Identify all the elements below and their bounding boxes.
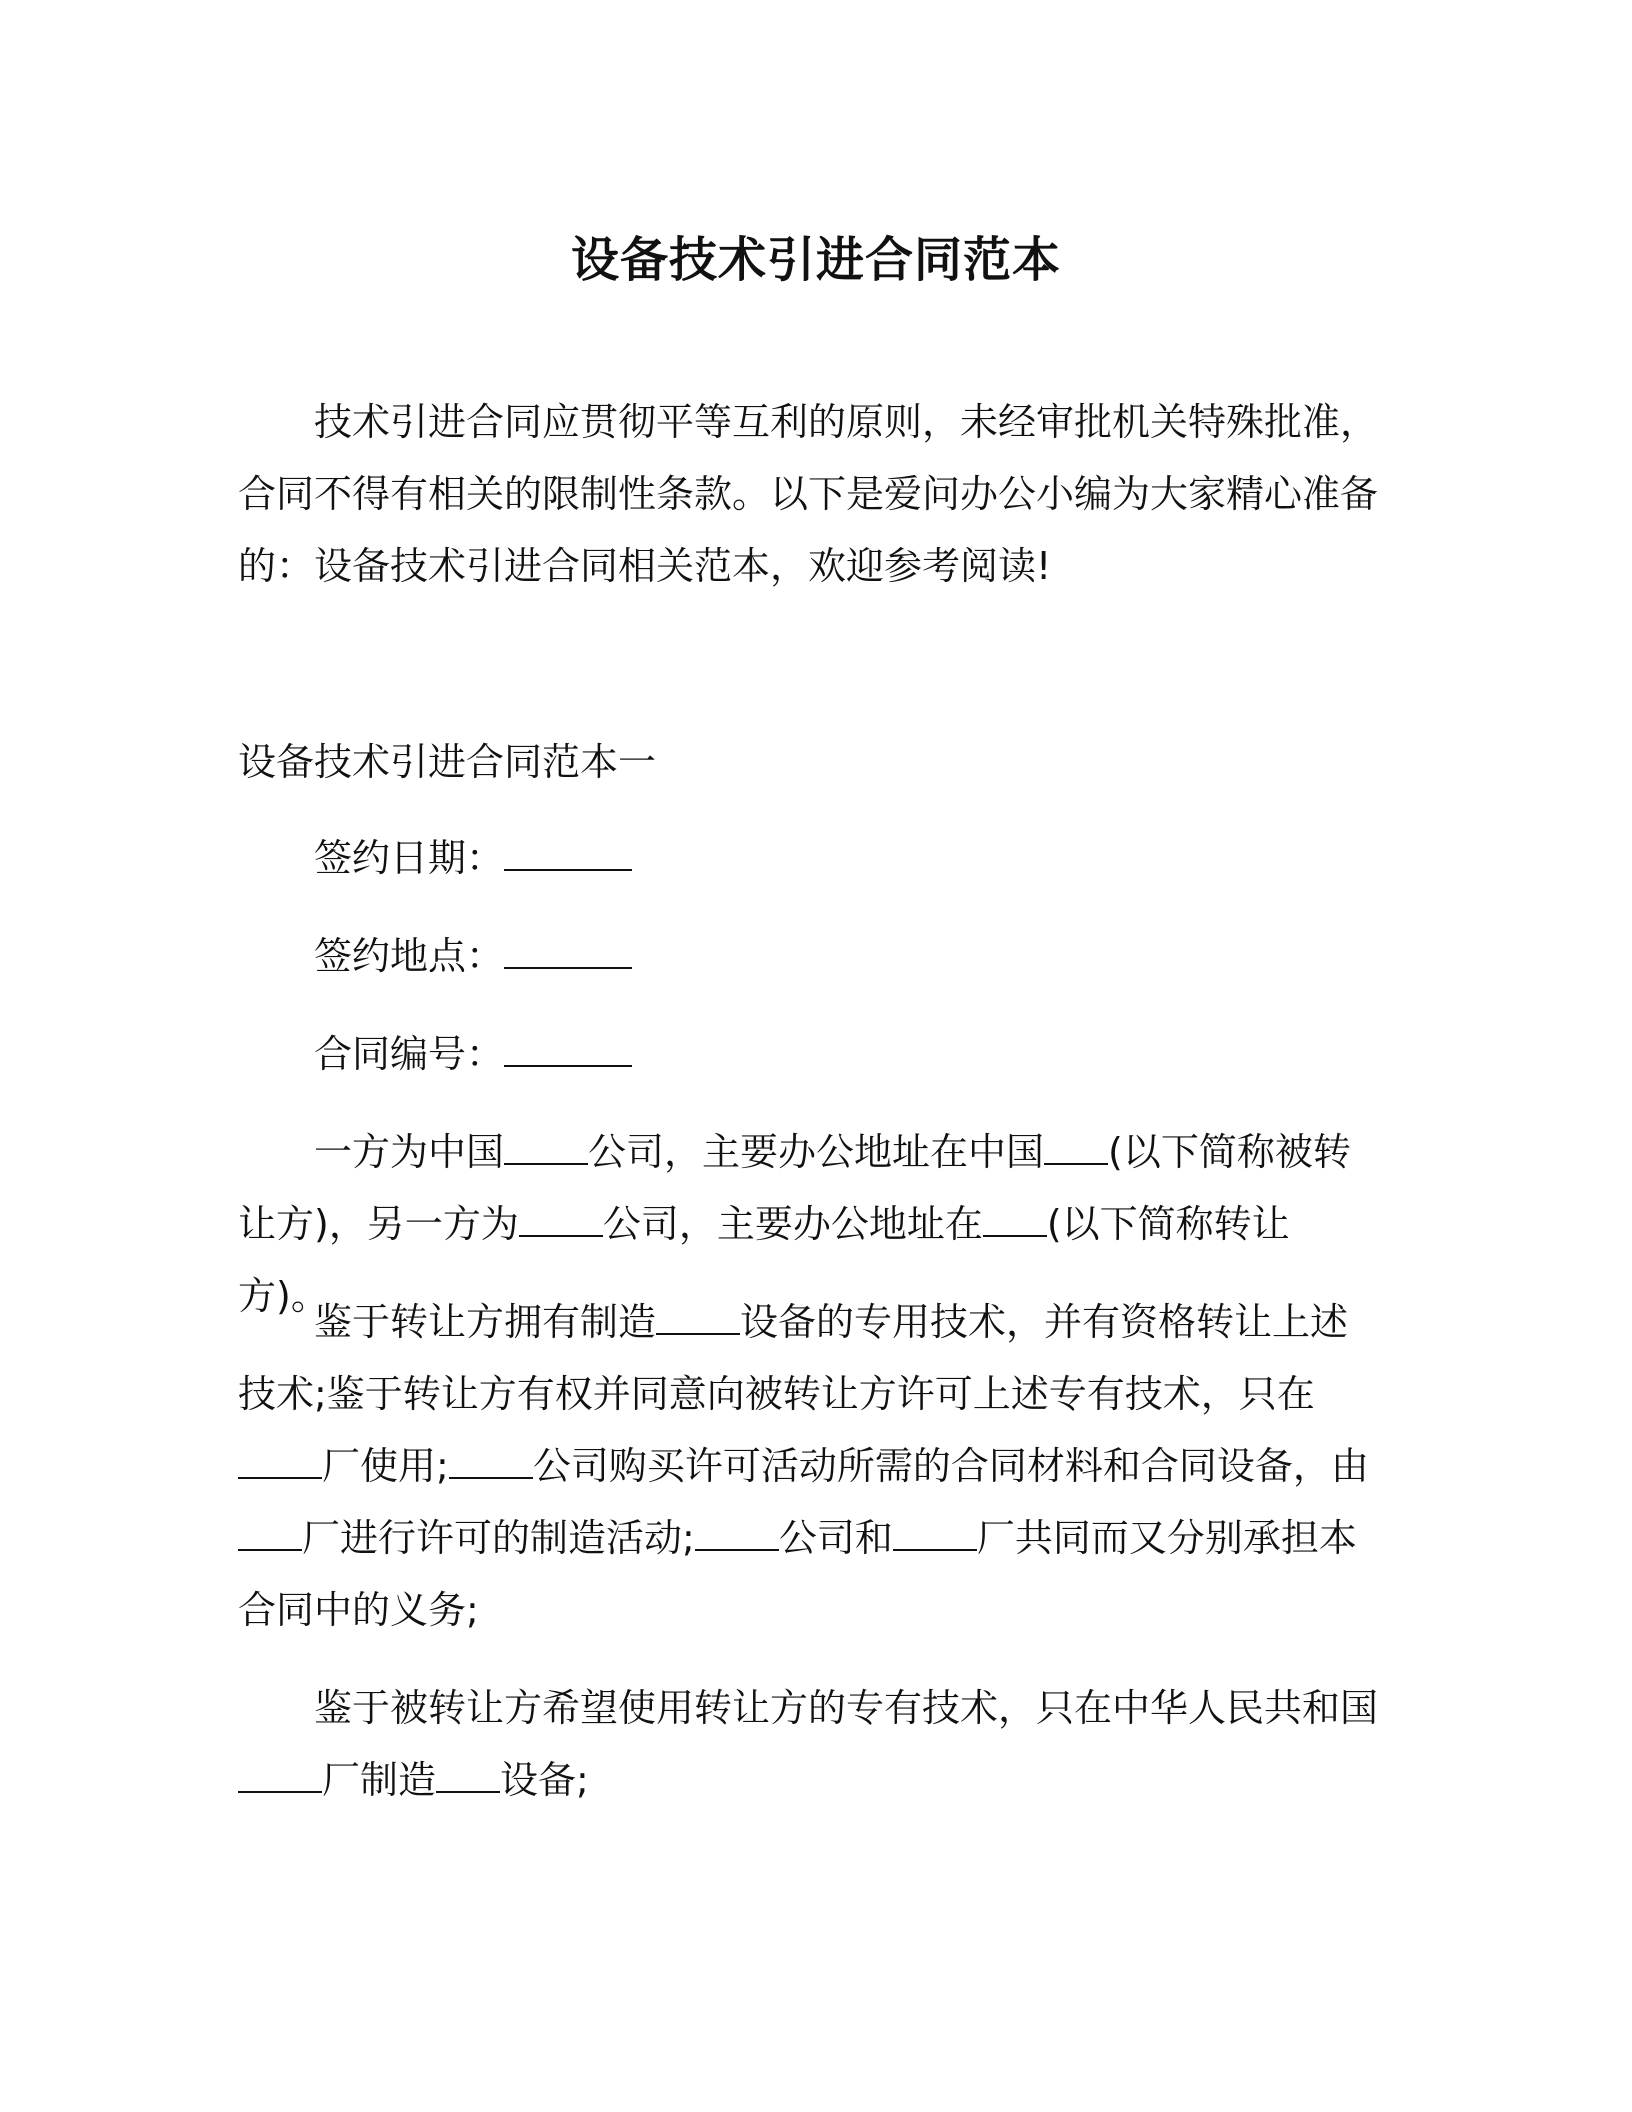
parties-text: 一方为中国 xyxy=(314,1130,505,1174)
whereas-paragraph-2 xyxy=(238,1672,1378,1816)
section-heading: 设备技术引进合同范本一 xyxy=(238,740,657,784)
blank-line xyxy=(504,1129,588,1165)
blank-line xyxy=(893,1515,977,1551)
blank-line xyxy=(436,1757,500,1793)
blank-line xyxy=(983,1201,1047,1237)
signing-date-field xyxy=(314,822,1214,894)
whereas-text: 设备; xyxy=(500,1758,589,1802)
blank-line xyxy=(1044,1129,1108,1165)
whereas-text: 鉴于转让方拥有制造 xyxy=(314,1300,657,1344)
whereas-paragraph-1 xyxy=(238,1286,1378,1646)
whereas-text: 厂使用; xyxy=(322,1444,449,1488)
whereas-text: 公司购买许可活动所需的合同材料和合同设备，由 xyxy=(532,1444,1369,1488)
intro-paragraph: 技术引进合同应贯彻平等互利的原则，未经审批机关特殊批准，合同不得有相关的限制性条款。以下是爱问办公小编为大家精心准备的：设备技术引进合同相关范本，欢迎参考阅读! xyxy=(238,400,1379,588)
blank-line xyxy=(695,1515,779,1551)
whereas-text: 鉴于被转让方希望使用转让方的专有技术，只在中华人民共和国 xyxy=(314,1686,1379,1730)
document-title: 设备技术引进合同范本 xyxy=(570,232,1061,288)
blank-line xyxy=(238,1515,302,1551)
signing-place-field xyxy=(314,920,1214,992)
blank-line xyxy=(238,1757,322,1793)
parties-text: 公司，主要办公地址在中国 xyxy=(588,1130,1045,1174)
whereas-text: 厂共同而又分别承担本合同中的义务; xyxy=(238,1516,1357,1632)
parties-text: 公司，主要办公地址在 xyxy=(602,1202,983,1246)
blank-line xyxy=(656,1299,740,1335)
signing-place-blank xyxy=(504,933,632,969)
parties-text: (以下简称转让方)。 xyxy=(238,1202,1290,1318)
signing-date-blank xyxy=(504,835,632,871)
whereas-text: 设备的专用技术，并有资格转让上述技术;鉴于转让方有权并同意向被转让方许可上述专有技术，只在 xyxy=(238,1300,1349,1416)
contract-number-label: 合同编号： xyxy=(314,1032,505,1076)
blank-line xyxy=(519,1201,603,1237)
blank-line xyxy=(449,1443,533,1479)
whereas-text: 厂进行许可的制造活动; xyxy=(302,1516,695,1560)
parties-text: (以下简称被转让方)，另一方为 xyxy=(238,1130,1351,1246)
contract-number-blank xyxy=(504,1031,632,1067)
signing-place-label: 签约地点： xyxy=(314,934,505,978)
whereas-text: 公司和 xyxy=(778,1516,893,1560)
blank-line xyxy=(238,1443,322,1479)
signing-date-label: 签约日期： xyxy=(314,836,505,880)
contract-number-field xyxy=(314,1018,1214,1090)
whereas-text: 厂制造 xyxy=(322,1758,437,1802)
